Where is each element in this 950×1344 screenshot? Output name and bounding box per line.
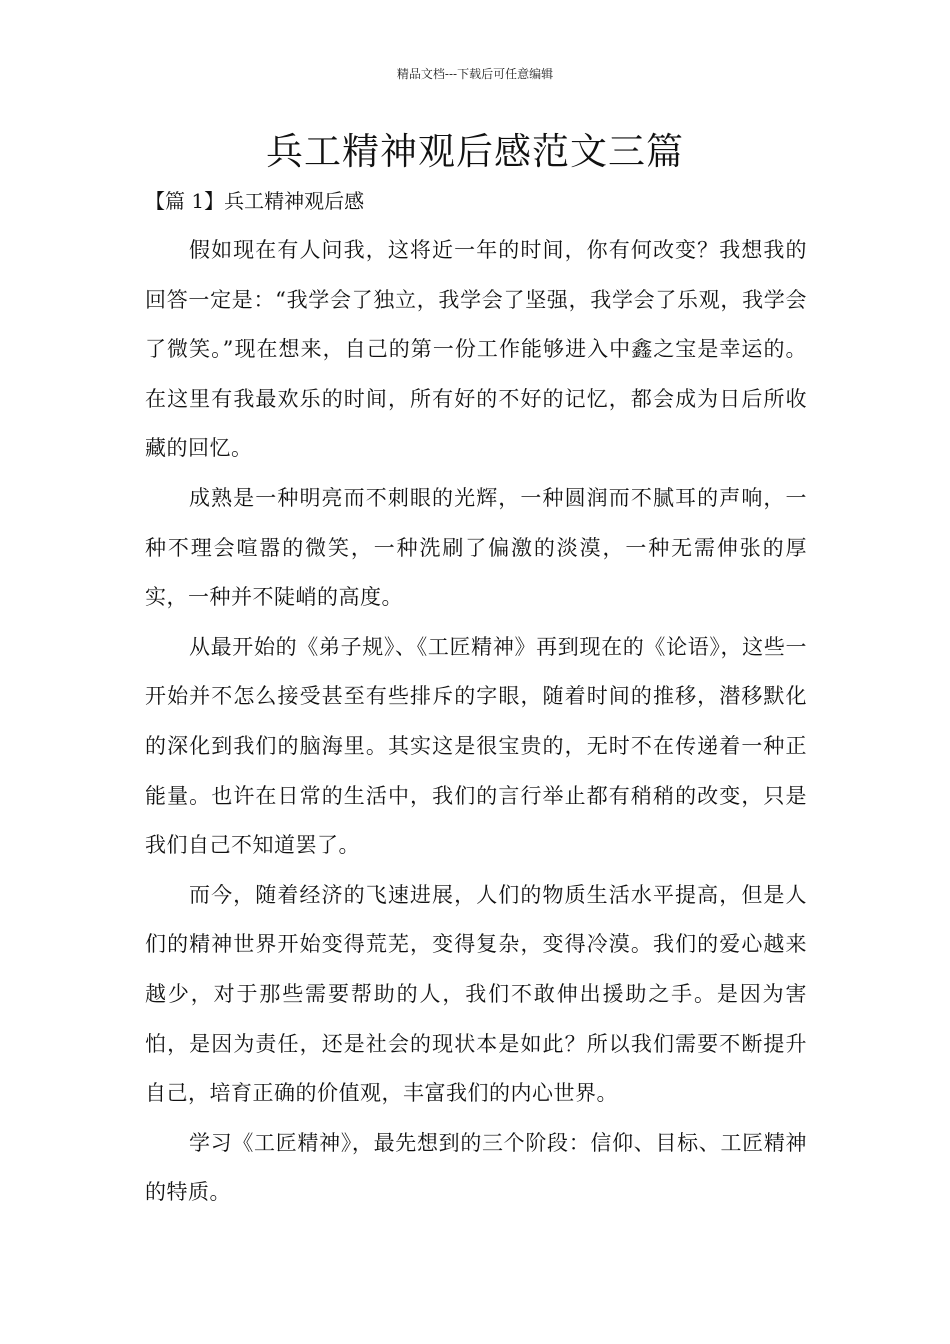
- document-title: 兵工精神观后感范文三篇: [266, 130, 684, 173]
- document-body: [145, 226, 807, 1218]
- paragraph: 假如现在有人问我，这将近一年的时间，你有何改变？我想我的回答一定是：“我学会了独立，我学会了坚强，我学会了乐观，我学会了微笑。”现在想来，自己的第一份工作能够进入中鑫之宝是幸运的。在这里有我最欢乐的时间，所有好的不好的记忆，都会成为日后所收藏的回忆。: [145, 238, 807, 461]
- section-heading: 【篇 1】兵工精神观后感: [145, 189, 365, 213]
- paragraph: 成熟是一种明亮而不刺眼的光辉，一种圆润而不腻耳的声响，一种不理会喧嚣的微笑，一种洗刷了偏激的淡漠，一种无需伸张的厚实，一种并不陡峭的高度。: [145, 485, 807, 610]
- paragraph: 学习《工匠精神》，最先想到的三个阶段：信仰、目标、工匠精神的特质。: [145, 1130, 807, 1205]
- paragraph: 而今，随着经济的飞速进展，人们的物质生活水平提高，但是人们的精神世界开始变得荒芜，变得复杂，变得冷漠。我们的爱心越来越少，对于那些需要帮助的人，我们不敢伸出援助之手。是因为害怕，是因为责任，还是社会的现状本是如此？所以我们需要不断提升自己，培育正确的价值观，丰富我们的内心世界。: [145, 882, 807, 1106]
- paragraph: 从最开始的《弟子规》、《工匠精神》再到现在的《论语》，这些一开始并不怎么接受甚至有些排斥的字眼，随着时间的推移，潜移默化的深化到我们的脑海里。其实这是很宝贵的，无时不在传递着一种正能量。也许在日常的生活中，我们的言行举止都有稍稍的改变，只是我们自己不知道罢了。: [145, 634, 807, 858]
- header-note: 精品文档---下载后可任意编辑: [396, 67, 554, 81]
